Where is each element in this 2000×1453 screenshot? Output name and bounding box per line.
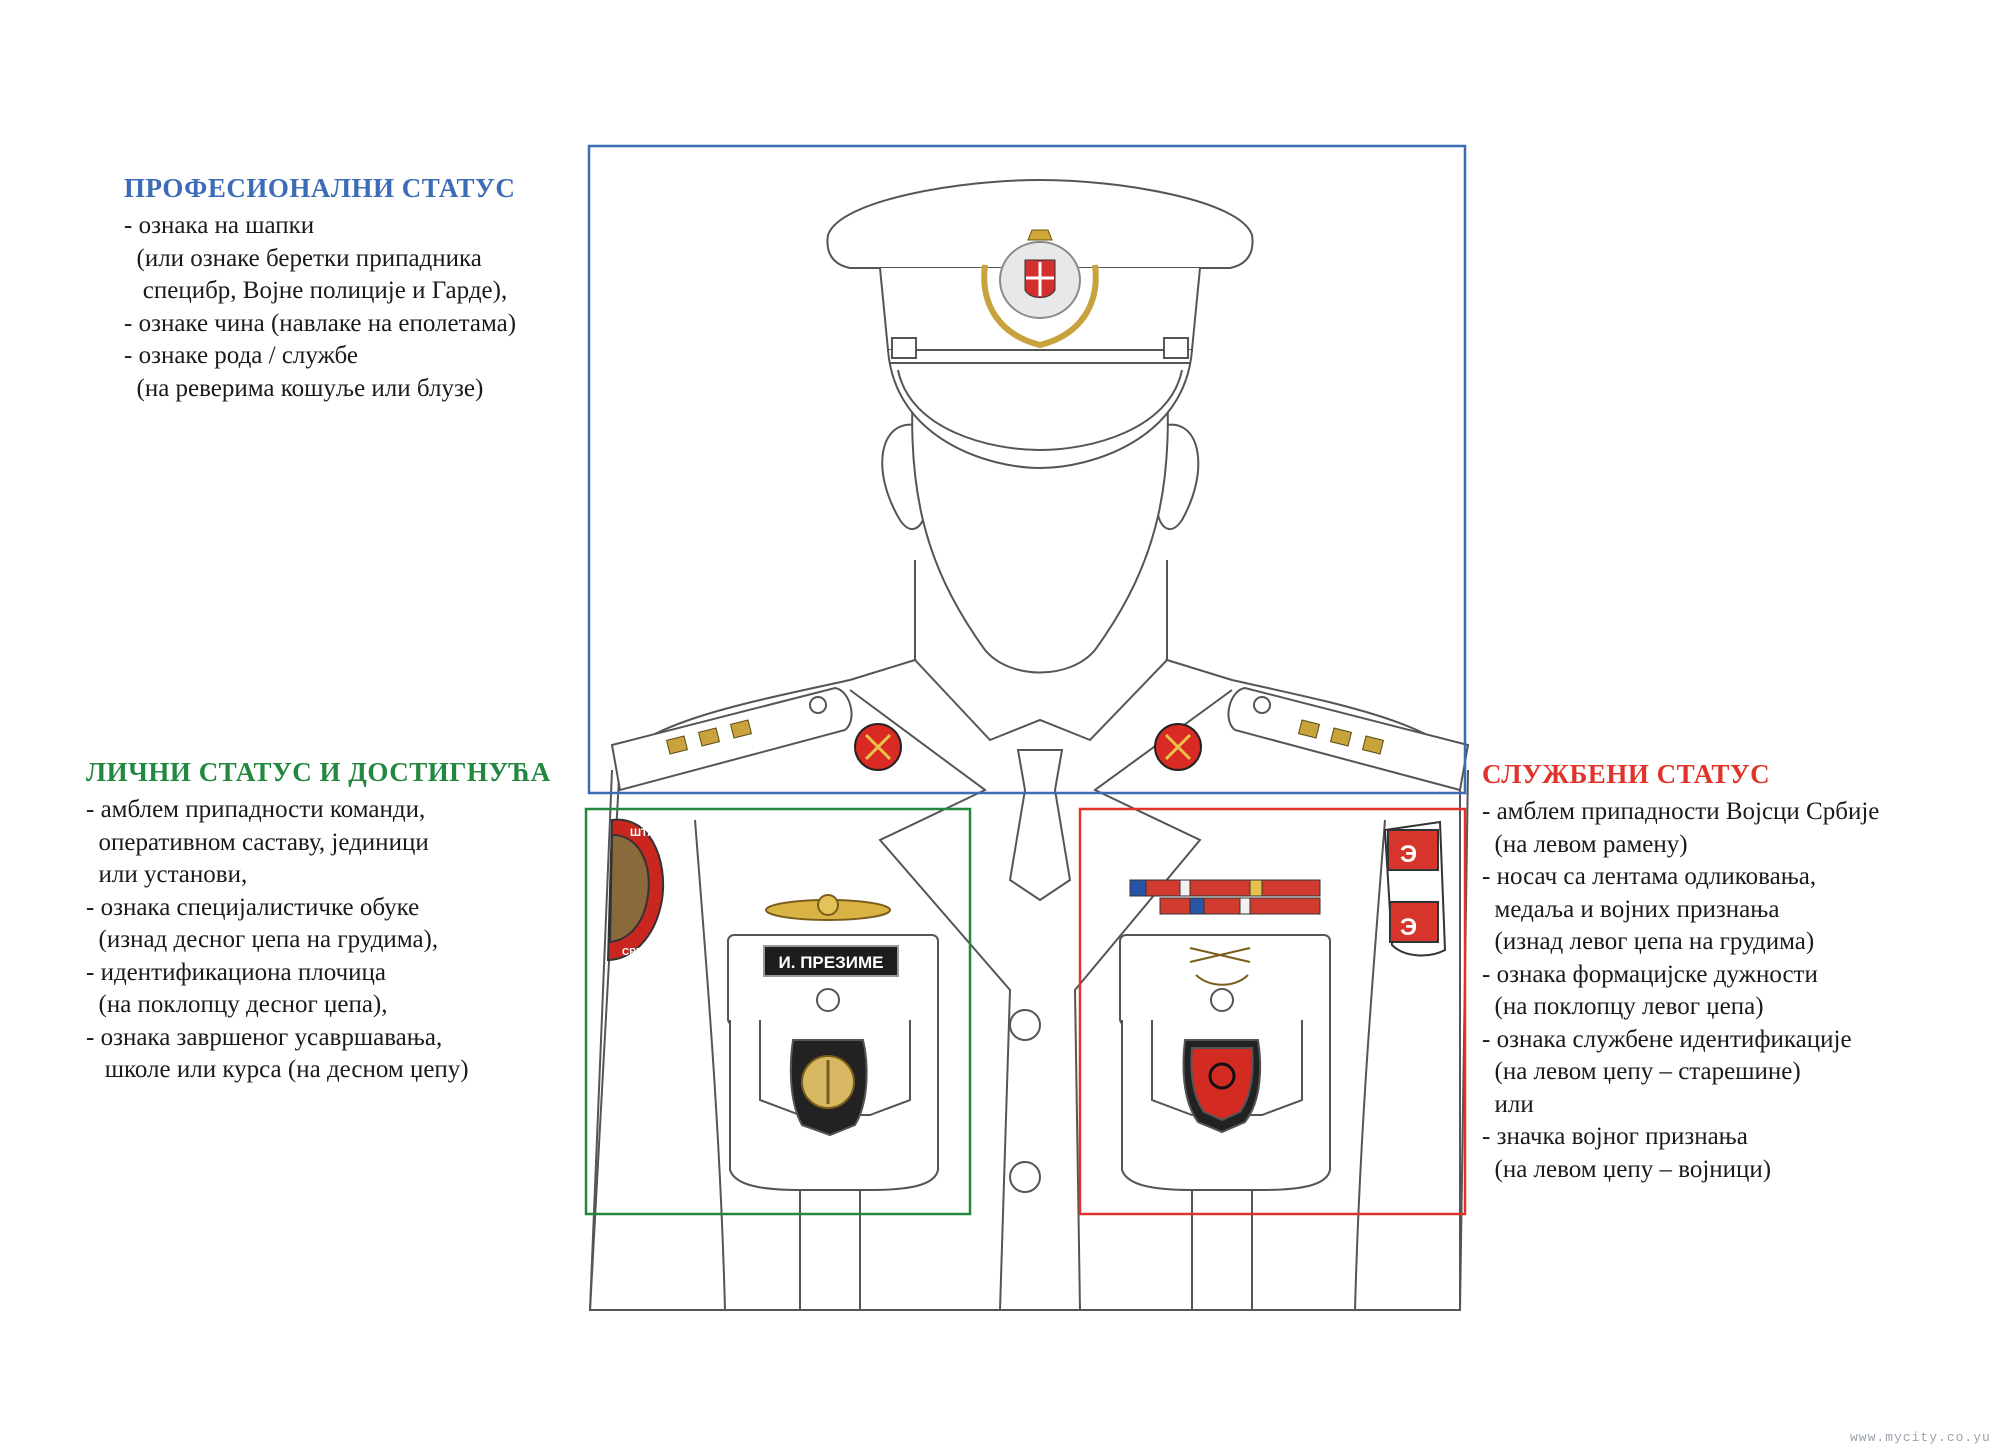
professional-line: - ознаке рода / службе bbox=[124, 342, 359, 369]
patch-text-bottom: СРБИЈЕ bbox=[622, 947, 663, 958]
professional-status-title: ПРОФЕСИОНАЛНИ СТАТУС bbox=[124, 173, 516, 203]
service-line: - ознака формацијске дужности bbox=[1482, 960, 1818, 988]
svg-text:Э: Э bbox=[1400, 841, 1418, 868]
personal-line: - идентификациона плочица bbox=[86, 958, 387, 986]
right-epaulette-button bbox=[810, 697, 826, 713]
left-branch-insignia bbox=[1155, 724, 1201, 770]
watermark: www.mycity.co.yu bbox=[1850, 1430, 1991, 1445]
officer-cap bbox=[827, 180, 1252, 468]
personal-line: оперативном саставу, јединици bbox=[86, 828, 429, 856]
jacket-button bbox=[1010, 1162, 1040, 1192]
service-line: (на левом џепу – старешине) bbox=[1482, 1058, 1801, 1085]
name-tag bbox=[764, 946, 898, 976]
personal-line: - ознака специјалистичке обуке bbox=[86, 893, 420, 921]
left-epaulette-button bbox=[1254, 697, 1270, 713]
service-line: (изнад левог џепа на грудима) bbox=[1482, 928, 1815, 955]
service-identification-badge bbox=[1183, 1040, 1260, 1132]
professional-line: - ознака на шапки bbox=[124, 212, 315, 239]
professional-line: (или ознаке беретки припадника bbox=[124, 244, 482, 272]
personal-line: школе или курса (на десном џепу) bbox=[86, 1056, 469, 1083]
service-line: (на поклопцу левог џепа) bbox=[1482, 993, 1764, 1020]
cap-strap-clip bbox=[892, 338, 916, 358]
service-status-title: СЛУЖБЕНИ СТАТУС bbox=[1482, 759, 1771, 789]
service-line: медаља и војних признања bbox=[1482, 895, 1780, 923]
service-line: - носач са лентама одликовања, bbox=[1482, 863, 1817, 890]
personal-line: (изнад десног џепа на грудима), bbox=[86, 926, 439, 953]
personal-line: или установи, bbox=[86, 861, 248, 888]
service-line: - амблем припадности Војсци Србије bbox=[1482, 798, 1880, 825]
professional-line: специбр, Војне полиције и Гарде), bbox=[124, 277, 508, 304]
personal-line: - ознака завршеног усавршавања, bbox=[86, 1023, 443, 1051]
service-line: (на левом џепу – војници) bbox=[1482, 1155, 1772, 1183]
professional-line: (на реверима кошуље или блузе) bbox=[124, 374, 484, 402]
service-line: - ознака службене идентификације bbox=[1482, 1025, 1852, 1053]
cap-strap-clip bbox=[1164, 338, 1188, 358]
personal-status-title: ЛИЧНИ СТАТУС И ДОСТИГНУЋА bbox=[86, 757, 551, 787]
svg-text:Э: Э bbox=[1400, 914, 1418, 941]
personal-line: (на поклопцу десног џепа), bbox=[86, 991, 388, 1018]
service-line: - значка војног признања bbox=[1482, 1123, 1748, 1150]
service-line: или bbox=[1482, 1090, 1534, 1118]
army-emblem-patch bbox=[1385, 822, 1445, 955]
patch-text: ШТАБ bbox=[630, 827, 663, 839]
course-completion-badge bbox=[791, 1040, 867, 1135]
professional-line: - ознаке чина (навлаке на еполетама) bbox=[124, 309, 517, 337]
jacket-button bbox=[1010, 1010, 1040, 1040]
personal-line: - амблем припадности команди, bbox=[86, 796, 426, 823]
right-branch-insignia bbox=[855, 724, 901, 770]
name-tag-text: И. ПРЕЗИМЕ bbox=[778, 953, 884, 972]
service-line: (на левом рамену) bbox=[1482, 830, 1688, 858]
